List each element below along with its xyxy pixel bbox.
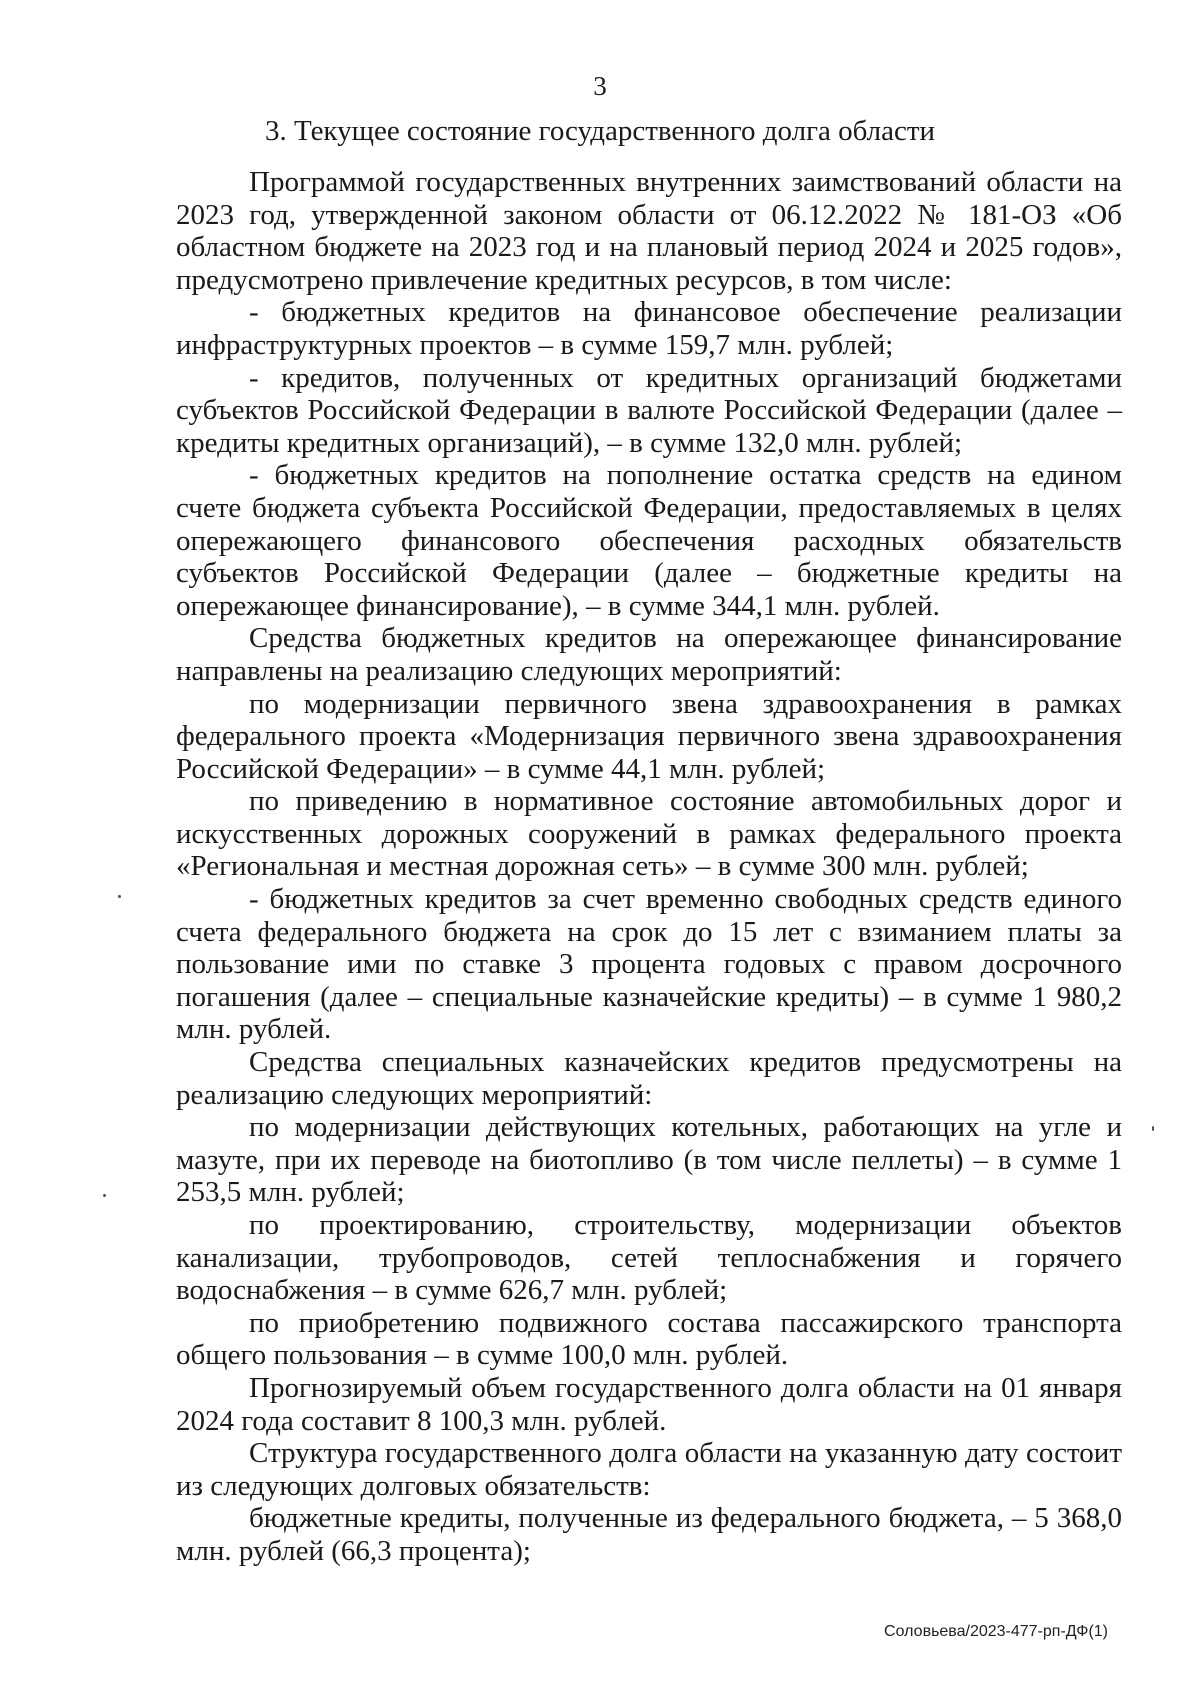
paragraph: - бюджетных кредитов за счет временно свободных средств единого счета федерального бюджета на срок до 15 лет с взиманием платы за пользование ими по ставке 3 процента годовых с правом досрочного погашения (далее – специальные казначейские кредиты) – в сумме 1 980,2 млн. рублей. bbox=[176, 883, 1122, 1046]
scan-speck bbox=[118, 895, 121, 898]
section-title: 3. Текущее состояние государственного долга области bbox=[264, 115, 936, 147]
document-reference: Соловьева/2023-477-рп-ДФ(1) bbox=[884, 1623, 1108, 1640]
scan-speck bbox=[103, 1194, 106, 1197]
scan-speck bbox=[1152, 1126, 1154, 1131]
paragraph: - бюджетных кредитов на пополнение остатка средств на едином счете бюджета субъекта Российской Федерации, предоставляемых в целях опережающего финансового обеспечения расходных обязательств субъектов Российской Федерации (далее – бюджетные кредиты на опережающее финансирование), – в сумме 344,1 млн. рублей. bbox=[176, 459, 1122, 622]
paragraph: Программой государственных внутренних заимствований области на 2023 год, утвержденной законом области от 06.12.2022 № 181-ОЗ «Об областном бюджете на 2023 год и на плановый период 2024 и 2025 годов», предусмотрено привлечение кредитных ресурсов, в том числе: bbox=[176, 166, 1122, 296]
paragraph: по проектированию, строительству, модернизации объектов канализации, трубопроводов, сетей теплоснабжения и горячего водоснабжения – в сумме 626,7 млн. рублей; bbox=[176, 1209, 1122, 1307]
page-number: 3 bbox=[593, 71, 607, 101]
paragraph: Средства специальных казначейских кредитов предусмотрены на реализацию следующих мероприятий: bbox=[176, 1046, 1122, 1111]
document-body bbox=[176, 166, 1122, 1568]
paragraph: - бюджетных кредитов на финансовое обеспечение реализации инфраструктурных проектов – в сумме 159,7 млн. рублей; bbox=[176, 296, 1122, 361]
paragraph: Прогнозируемый объем государственного долга области на 01 января 2024 года составит 8 100,3 млн. рублей. bbox=[176, 1371, 1122, 1437]
paragraph: по приведению в нормативное состояние автомобильных дорог и искусственных дорожных сооружений в рамках федерального проекта «Региональная и местная дорожная сеть» – в сумме 300 млн. рублей; bbox=[176, 785, 1122, 883]
paragraph: по приобретению подвижного состава пассажирского транспорта общего пользования – в сумме 100,0 млн. рублей. bbox=[176, 1306, 1122, 1372]
paragraph: Структура государственного долга области на указанную дату состоит из следующих долговых обязательств: bbox=[176, 1437, 1122, 1502]
paragraph: по модернизации первичного звена здравоохранения в рамках федерального проекта «Модернизация первичного звена здравоохранения Российской Федерации» – в сумме 44,1 млн. рублей; bbox=[176, 687, 1122, 785]
paragraph: по модернизации действующих котельных, работающих на угле и мазуте, при их переводе на биотопливо (в том числе пеллеты) – в сумме 1 253,5 млн. рублей; bbox=[176, 1111, 1122, 1209]
paragraph: - кредитов, полученных от кредитных организаций бюджетами субъектов Российской Федерации в валюте Российской Федерации (далее – кредиты кредитных организаций), – в сумме 132,0 млн. рублей; bbox=[176, 361, 1122, 459]
paragraph: Средства бюджетных кредитов на опережающее финансирование направлены на реализацию следующих мероприятий: bbox=[176, 622, 1122, 687]
paragraph: бюджетные кредиты, полученные из федерального бюджета, – 5 368,0 млн. рублей (66,3 процента); bbox=[176, 1502, 1122, 1567]
